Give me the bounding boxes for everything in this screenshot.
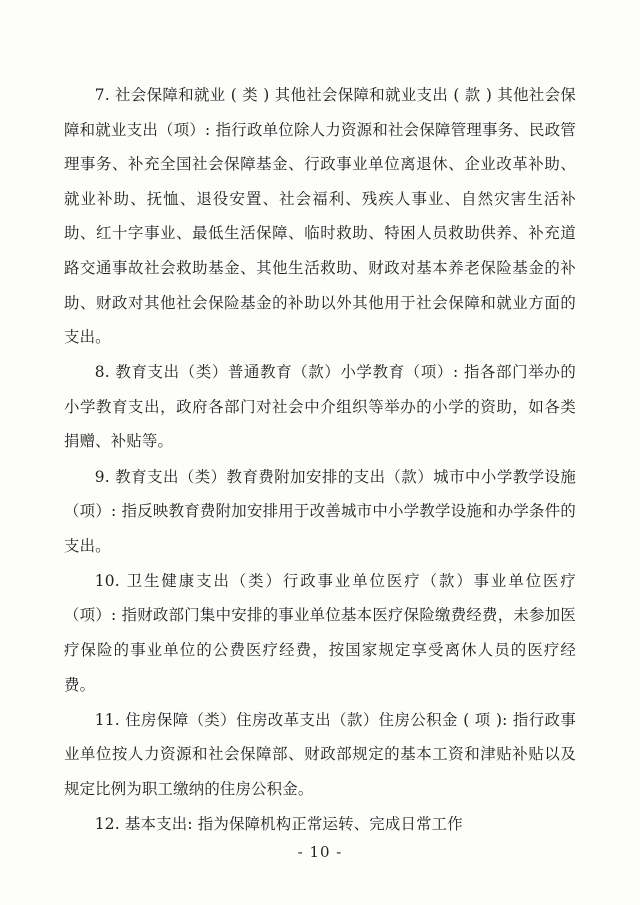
paragraph-10: 10. 卫生健康支出（类）行政事业单位医疗（款）事业单位医疗（项）: 指财政部门集中安排的事业单位基本医疗保险缴费经费，未参加医疗保险的事业单位的公费医疗经费，按国家规定享受离休人员的医疗经费。 — [64, 571, 576, 694]
page-number: - 10 - — [297, 843, 343, 861]
document-body — [64, 78, 576, 842]
paragraph-11: 11. 住房保障（类）住房改革支出（款）住房公积金 ( 项 ): 指行政事业单位按人力资源和社会保障部、财政部规定的基本工资和津贴补贴以及规定比例为职工缴纳的住房公积金。 — [64, 710, 576, 798]
paragraph-8: 8. 教育支出（类）普通教育（款）小学教育（项）: 指各部门举办的小学教育支出，政府各部门对社会中介组织等举办的小学的资助，如各类捐赠、补贴等。 — [64, 363, 576, 451]
paragraph-9: 9. 教育支出（类）教育费附加安排的支出（款）城市中小学教学设施（项）: 指反映教育费附加安排用于改善城市中小学教学设施和办学条件的支出。 — [64, 467, 576, 555]
paragraph-7: 7. 社会保障和就业 ( 类 ) 其他社会保障和就业支出 ( 款 ) 其他社会保障和就业支出（项）: 指行政单位除人力资源和社会保障管理事务、民政管理事务、补充全国社会保障基金、行政事业单位离退休、企业改革补助、就业补助、抚恤、退役安置、社会福利、残疾人事业、自然灾害生活补助、红十字事业、最低生活保障、临时救助、特困人员救助供养、补充道路交通事故社会救助基金、其他生活救助、财政对基本养老保险基金的补助、财政对其他社会保险基金的补助以外其他用于社会保障和就业方面的支出。 — [64, 86, 576, 347]
paragraph-12: 12. 基本支出: 指为保障机构正常运转、完成日常工作 — [94, 814, 463, 833]
